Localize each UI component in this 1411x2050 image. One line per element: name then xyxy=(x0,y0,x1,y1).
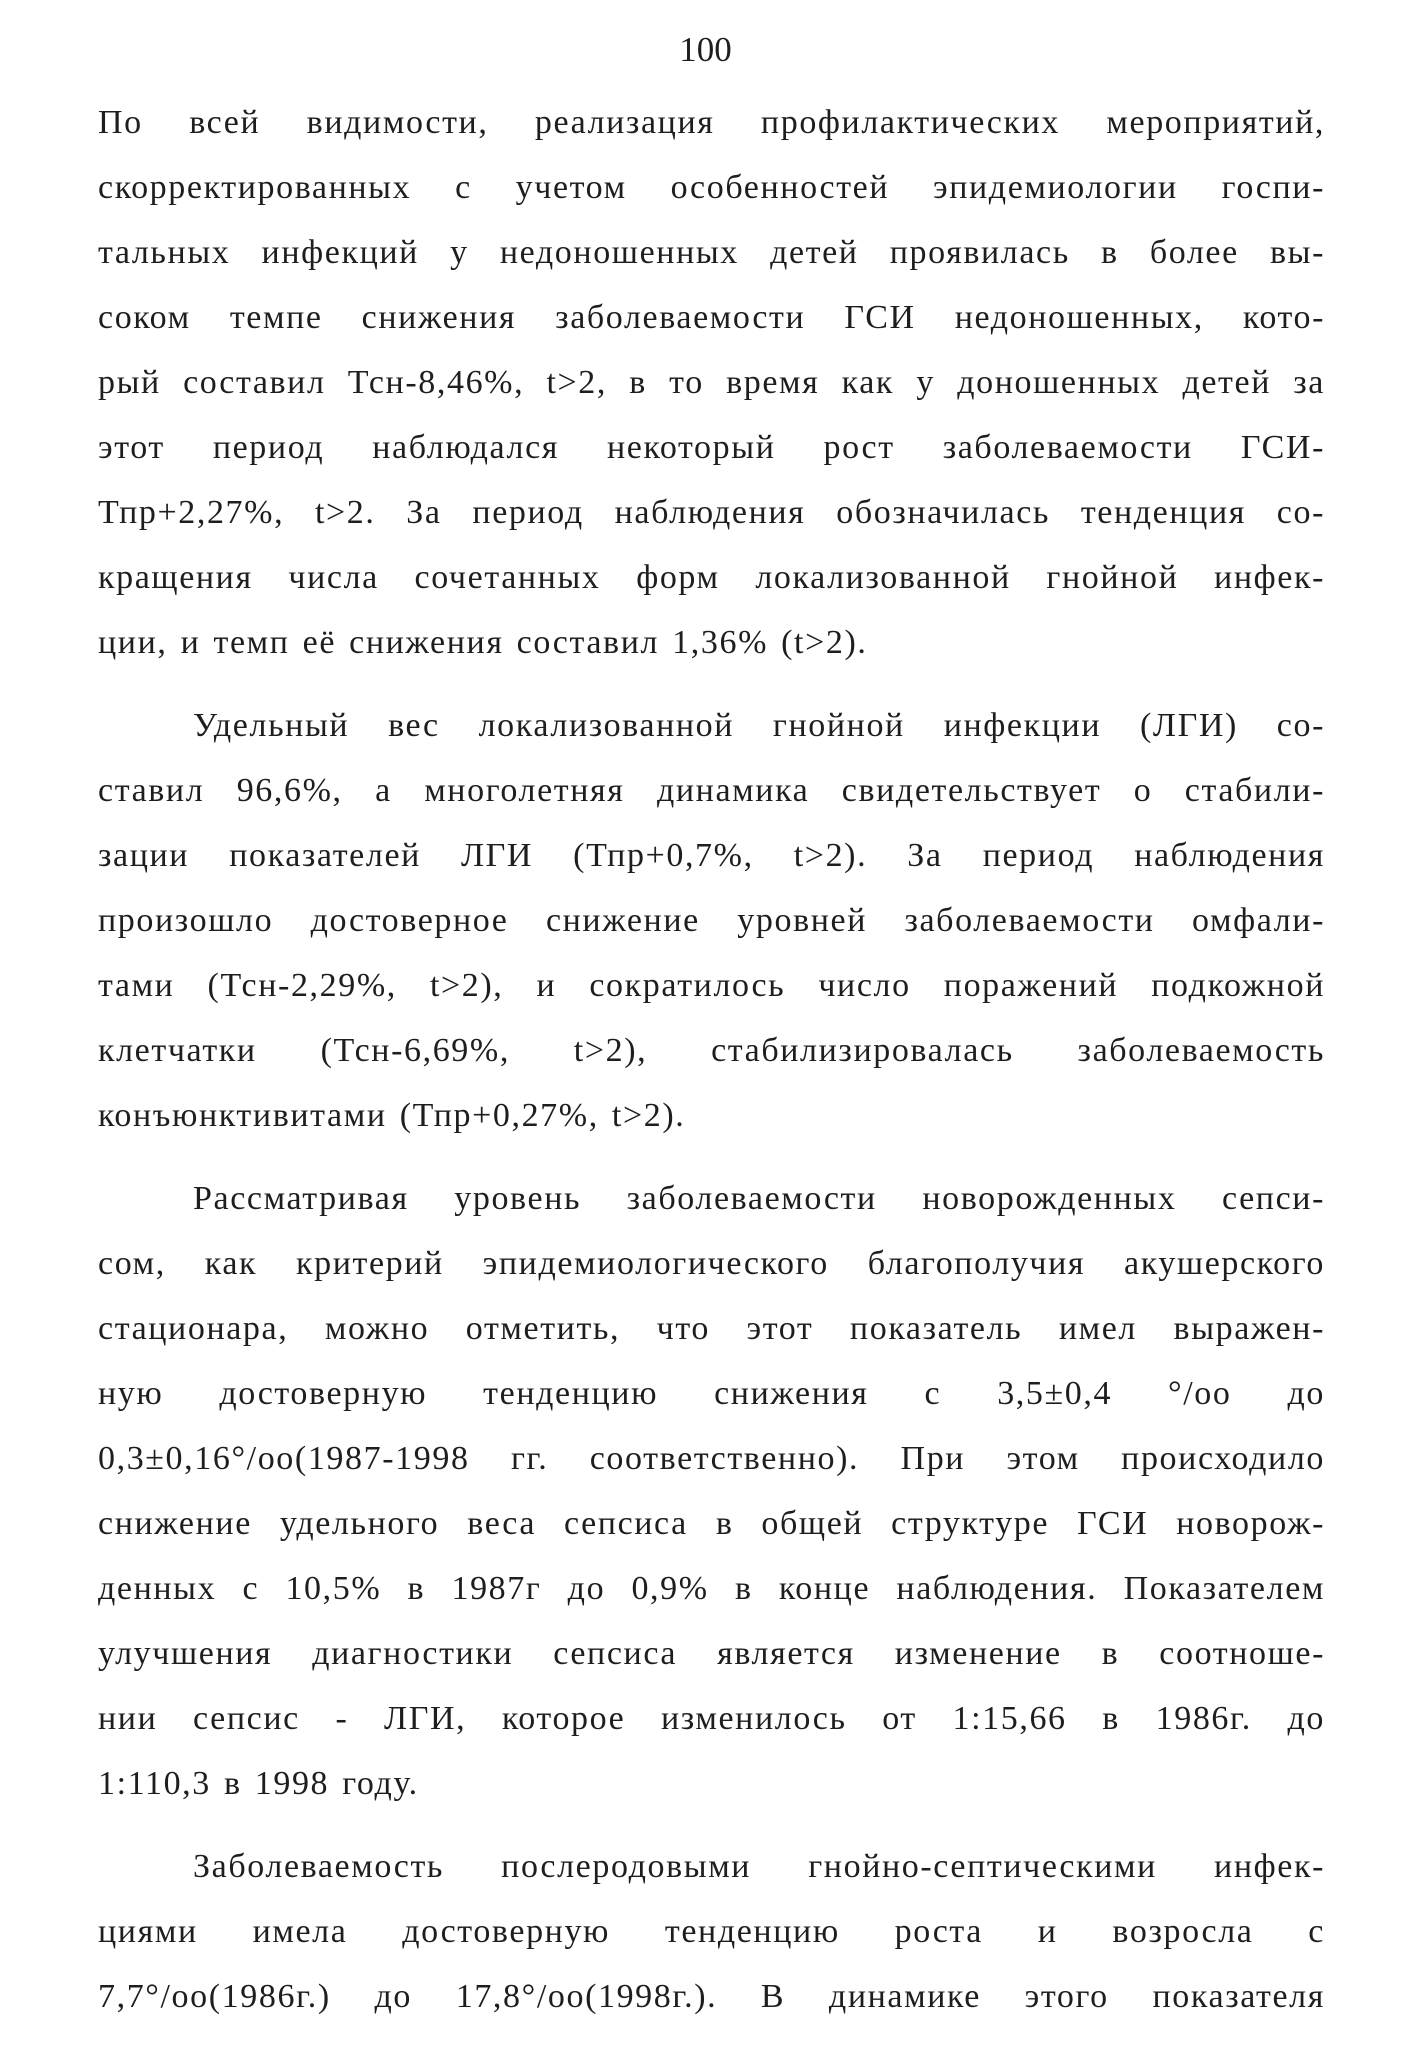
text-line: 0,3±0,16°/оо(1987-1998 гг. соответственно). При этом происходило xyxy=(98,1440,1325,1477)
text-line: скорректированных с учетом особенностей эпидемиологии госпи- xyxy=(98,169,1325,206)
text-line: Тпр+2,27%, t>2. За период наблюдения обозначилась тенденция со- xyxy=(98,494,1325,531)
text-line: ставил 96,6%, а многолетняя динамика свидетельствует о стабили- xyxy=(98,772,1325,809)
text-line: Удельный вес локализованной гнойной инфекции (ЛГИ) со- xyxy=(193,707,1325,744)
paragraph-2 xyxy=(98,693,1325,1148)
text-line: конъюнктивитами (Тпр+0,27%, t>2). xyxy=(98,1097,686,1134)
page-number: 100 xyxy=(679,30,732,69)
paragraph-4 xyxy=(98,1834,1325,2029)
text-line: 7,7°/оо(1986г.) до 17,8°/оо(1998г.). В динамике этого показателя xyxy=(98,1978,1325,2015)
text-line: денных с 10,5% в 1987г до 0,9% в конце наблюдения. Показателем xyxy=(98,1570,1325,1607)
document-body xyxy=(98,90,1325,2029)
text-line: стационара, можно отметить, что этот показатель имел выражен- xyxy=(98,1310,1325,1347)
text-line: улучшения диагностики сепсиса является изменение в соотноше- xyxy=(98,1635,1325,1672)
text-line: циями имела достоверную тенденцию роста и возросла с xyxy=(98,1913,1325,1950)
text-line: тами (Тсн-2,29%, t>2), и сократилось число поражений подкожной xyxy=(98,967,1325,1004)
text-line: сом, как критерий эпидемиологического благополучия акушерского xyxy=(98,1245,1325,1282)
paragraph-3 xyxy=(98,1166,1325,1816)
text-line: снижение удельного веса сепсиса в общей структуре ГСИ новорож- xyxy=(98,1505,1325,1542)
text-line: зации показателей ЛГИ (Тпр+0,7%, t>2). За период наблюдения xyxy=(98,837,1325,874)
text-line: ции, и темп её снижения составил 1,36% (t>2). xyxy=(98,624,868,661)
text-line: нии сепсис - ЛГИ, которое изменилось от 1:15,66 в 1986г. до xyxy=(98,1700,1325,1737)
text-line: кращения числа сочетанных форм локализованной гнойной инфек- xyxy=(98,559,1325,596)
text-line: ную достоверную тенденцию снижения с 3,5±0,4 °/оо до xyxy=(98,1375,1325,1412)
text-line: По всей видимости, реализация профилактических мероприятий, xyxy=(98,104,1325,141)
text-line: рый составил Тсн-8,46%, t>2, в то время как у доношенных детей за xyxy=(98,364,1325,401)
text-line: Рассматривая уровень заболеваемости новорожденных сепси- xyxy=(193,1180,1325,1217)
paragraph-1 xyxy=(98,90,1325,675)
text-line: этот период наблюдался некоторый рост заболеваемости ГСИ- xyxy=(98,429,1325,466)
text-line: 1:110,3 в 1998 году. xyxy=(98,1765,419,1802)
text-line: произошло достоверное снижение уровней заболеваемости омфали- xyxy=(98,902,1325,939)
text-line: Заболеваемость послеродовыми гнойно-септическими инфек- xyxy=(193,1848,1325,1885)
text-line: соком темпе снижения заболеваемости ГСИ недоношенных, кото- xyxy=(98,299,1325,336)
text-line: клетчатки (Тсн-6,69%, t>2), стабилизировалась заболеваемость xyxy=(98,1032,1325,1069)
text-line: тальных инфекций у недоношенных детей проявилась в более вы- xyxy=(98,234,1325,271)
